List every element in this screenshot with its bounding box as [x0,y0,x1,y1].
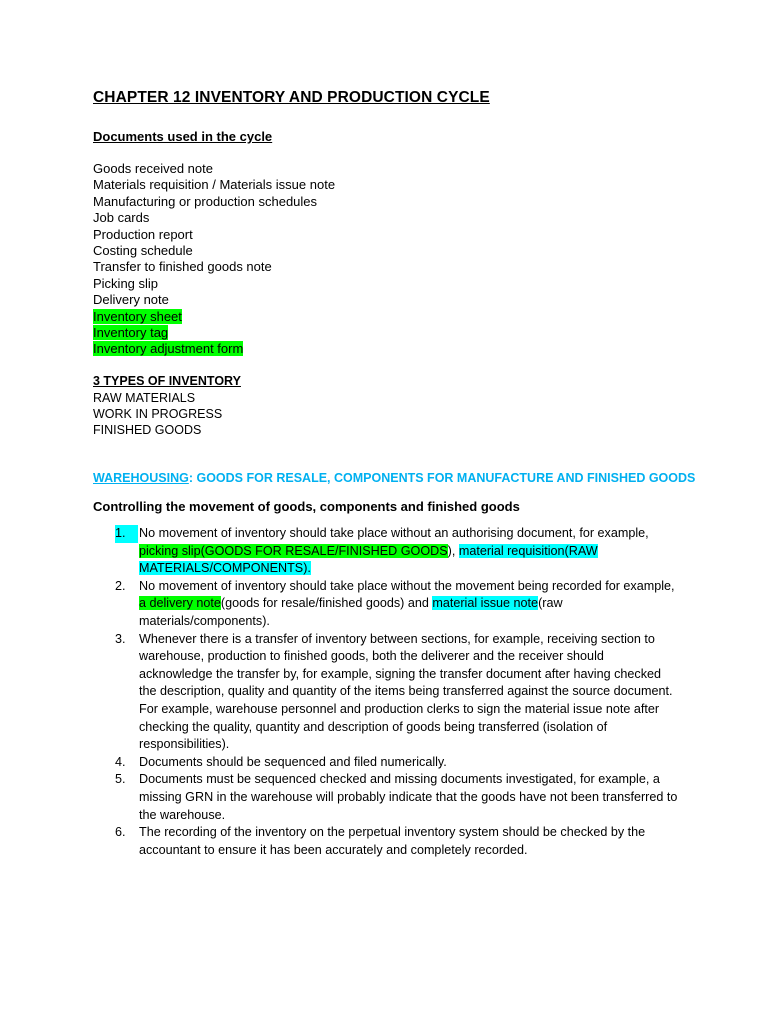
list-number: 2. [115,578,126,593]
chapter-title: CHAPTER 12 INVENTORY AND PRODUCTION CYCLE [93,89,490,106]
list-number: 1. [115,525,138,543]
highlight-delivery-note: a delivery note [139,596,221,611]
list-item-highlighted: Inventory sheet [93,308,182,324]
control-point-1: 1. No movement of inventory should take place without an authorising document, for example, picking slip(GOODS FOR RESALE/FINISHED GOODS), material requisition(RAW MATERIALS/COMPONENTS). [115,526,649,576]
control-point-2: 2. No movement of inventory should take place without the movement being recorded for example, a delivery note(goods for resale/finished goods) and material issue note(raw materials/components). [115,578,675,628]
list-number: 5. [115,772,126,787]
list-item-highlighted: Inventory adjustment form [93,341,244,357]
warehousing-heading: WAREHOUSING: GOODS FOR RESALE, COMPONENTS FOR MANUFACTURE AND FINISHED GOODS [93,471,696,485]
control-points-list [115,525,680,859]
list-number: 4. [115,754,126,769]
list-item: Job cards [93,210,150,226]
list-item-highlighted: Inventory tag [93,324,169,340]
highlight-material-issue-note: material issue note [432,596,539,611]
control-point-4: 4. Documents should be sequenced and filed numerically. [115,754,680,772]
list-item: FINISHED GOODS [93,423,202,438]
documents-heading: Documents used in the cycle [93,129,273,144]
list-item: Picking slip [93,275,159,291]
list-item: Production report [93,226,193,242]
controlling-heading: Controlling the movement of goods, components and finished goods [93,499,520,514]
inventory-types-list [93,390,222,439]
list-number: 6. [115,825,126,840]
list-item: Goods received note [93,161,213,176]
list-item: Materials requisition / Materials issue note [93,177,336,193]
list-item: RAW MATERIALS [93,391,196,405]
highlight-material-requisition: material requisition [458,543,565,558]
documents-list [93,161,335,358]
warehousing-label: WAREHOUSING [93,471,189,485]
control-point-5: 5. Documents must be sequenced checked and missing documents investigated, for example, a missing GRN in the warehouse will probably indicate that the goods have not been transferred to the warehouse. [115,772,678,822]
inventory-types-heading: 3 TYPES OF INVENTORY [93,374,241,388]
list-item: Manufacturing or production schedules [93,193,318,209]
control-point-6: 6. The recording of the inventory on the perpetual inventory system should be checked by the accountant to ensure it has been accurately and completely recorded. [115,825,646,857]
list-number: 3. [115,631,126,646]
highlight-picking-slip: picking slip [139,543,201,558]
list-item: Delivery note [93,292,169,308]
list-item: WORK IN PROGRESS [93,407,223,422]
list-item: Costing schedule [93,242,193,258]
list-item: Transfer to finished goods note [93,259,272,275]
control-point-3: 3. Whenever there is a transfer of inventory between sections, for example, receiving section to warehouse, production to finished goods, both the deliverer and the receiver should acknowledge the transfer by, for example, signing the transfer document after having checked the description, quality and quantity of the items being transferred against the source document. For example, warehouse personnel and production clerks to sign the material issue note after checking the quality, quantity and description of goods being transferred (isolation of responsibilities). [115,631,673,752]
